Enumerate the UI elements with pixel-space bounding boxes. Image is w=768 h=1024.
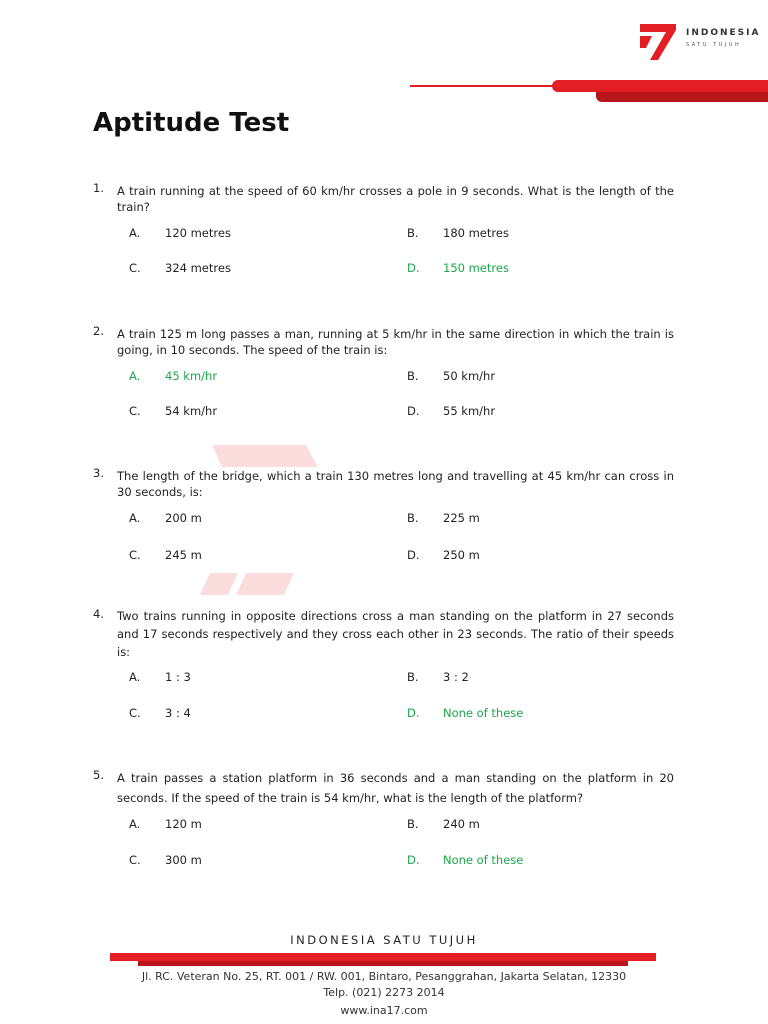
footer-phone: Telp. (021) 2273 2014 [323, 986, 445, 999]
page-title: Aptitude Test [93, 108, 290, 138]
option-text-correct: 45 km/hr [165, 369, 218, 383]
option-letter: C. [129, 853, 141, 867]
option-text-correct: None of these [443, 853, 524, 867]
option-letter: A. [129, 817, 141, 831]
option-text: 225 m [443, 511, 480, 525]
option-text: 55 km/hr [443, 404, 496, 418]
question-number: 3. [93, 466, 104, 480]
option-letter: B. [407, 670, 419, 684]
option-letter: B. [407, 226, 419, 240]
option-text-correct: None of these [443, 706, 524, 720]
footer-accent-bar-shadow [138, 961, 628, 966]
option-letter: A. [129, 670, 141, 684]
footer-address: Jl. RC. Veteran No. 25, RT. 001 / RW. 001, Bintaro, Pesanggrahan, Jakarta Selatan, 12330 [141, 970, 627, 983]
option-text: 50 km/hr [443, 369, 496, 383]
option-text: 180 metres [443, 226, 509, 240]
option-letter-correct: A. [129, 369, 141, 383]
option-letter-correct: D. [407, 261, 420, 275]
option-text: 54 km/hr [165, 404, 218, 418]
question-number: 1. [93, 181, 104, 195]
option-text-correct: 150 metres [443, 261, 509, 275]
footer-title: INDONESIA SATU TUJUH [290, 933, 478, 947]
header-divider-line [410, 85, 570, 87]
logo-title: INDONESIA [686, 28, 761, 38]
option-text: 1 : 3 [165, 670, 191, 684]
option-text: 120 metres [165, 226, 231, 240]
question-text: A train passes a station platform in 36 seconds and a man standing on the platform in 20 seconds. If the speed of the train is 54 km/hr, what is the length of the platform? [117, 771, 674, 805]
footer-accent-bar [110, 953, 656, 961]
option-letter: A. [129, 226, 141, 240]
option-letter-correct: D. [407, 853, 420, 867]
footer-website[interactable]: www.ina17.com [340, 1004, 428, 1017]
option-text: 200 m [165, 511, 202, 525]
option-text: 245 m [165, 548, 202, 562]
option-text: 324 metres [165, 261, 231, 275]
question-number: 4. [93, 607, 104, 621]
option-letter: A. [129, 511, 141, 525]
question-number: 5. [93, 768, 104, 782]
header-accent-bar [552, 80, 768, 92]
option-text: 120 m [165, 817, 202, 831]
option-text: 240 m [443, 817, 480, 831]
ina17-logo-icon [636, 20, 680, 64]
option-letter: D. [407, 548, 420, 562]
option-letter: B. [407, 511, 419, 525]
option-letter-correct: D. [407, 706, 420, 720]
question-text: The length of the bridge, which a train 130 metres long and travelling at 45 km/hr can cross in 30 seconds, is: [117, 469, 674, 499]
logo-subtitle: SATU TUJUH [686, 42, 742, 48]
option-text: 250 m [443, 548, 480, 562]
option-letter: B. [407, 369, 419, 383]
option-letter: B. [407, 817, 419, 831]
option-letter: C. [129, 706, 141, 720]
option-text: 3 : 4 [165, 706, 191, 720]
question-number: 2. [93, 324, 104, 338]
option-letter: C. [129, 404, 141, 418]
question-text: A train 125 m long passes a man, running at 5 km/hr in the same direction in which the train is going, in 10 seconds. The speed of the train is: [117, 327, 674, 357]
option-text: 3 : 2 [443, 670, 469, 684]
question-text: Two trains running in opposite directions cross a man standing on the platform in 27 seconds and 17 seconds respectively and they cross each other in 23 seconds. The ratio of their speeds is: [117, 609, 674, 659]
question-text: A train running at the speed of 60 km/hr crosses a pole in 9 seconds. What is the length of the train? [117, 184, 674, 214]
option-letter: D. [407, 404, 420, 418]
header-accent-bar-shadow [596, 92, 768, 102]
option-letter: C. [129, 548, 141, 562]
option-letter: C. [129, 261, 141, 275]
option-text: 300 m [165, 853, 202, 867]
